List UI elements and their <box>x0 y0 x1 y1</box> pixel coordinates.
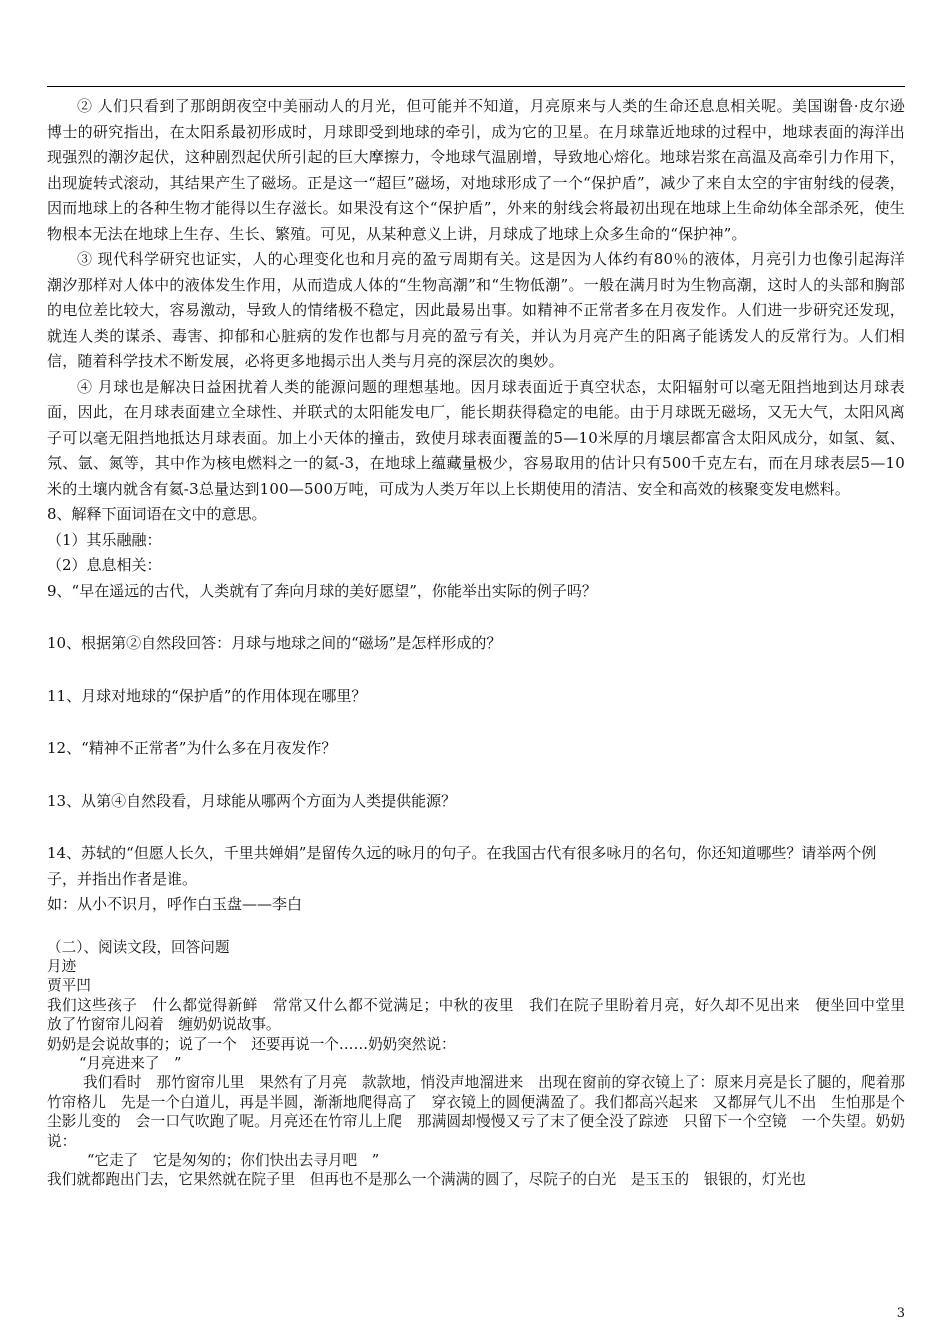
page-number: 3 <box>896 1306 905 1321</box>
section-2-heading: （二）、阅读文段，回答问题 <box>47 938 230 956</box>
question-8-item-2: （2）息息相关： <box>47 556 162 574</box>
question-14: 14、苏轼的“但愿人长久，千里共婵娟”是留传久远的咏月的句子。在我国古代有很多咏月的名句，你还知道哪些？请举两个例子，并指出作者是谁。 <box>47 844 877 888</box>
story-line: “它走了 它是匆匆的；你们快出去寻月吧 ” <box>87 1151 380 1169</box>
story-line: “月亮进来了 ” <box>79 1054 182 1072</box>
header-rule <box>47 86 905 87</box>
question-11: 11、月球对地球的“保护盾”的作用体现在哪里？ <box>47 686 367 705</box>
story-line: 奶奶是会说故事的；说了一个 还要再说一个……奶奶突然说： <box>47 1035 456 1053</box>
story-line: 我们看时 那竹窗帘儿里 果然有了月亮 款款地，悄没声地溜进来 出现在窗前的穿衣镜上了：原来月亮是长了腿的，爬着那竹帘格儿 先是一个白道儿，再是半圆，渐渐地爬得高了 穿衣镜上的圆便满盈了。我们都高兴起来 又都屏气儿不出 生怕那是个尘影儿变的 会一口气吹跑了呢。月亮还在竹帘儿上爬 那满圆却慢慢又亏了末了便全没了踪迹 只留下一个空镜 一个失望。奶奶说： <box>47 1074 905 1150</box>
question-12: 12、“精神不正常者”为什么多在月夜发作？ <box>47 739 337 757</box>
question-9: 9、“早在遥远的古代，人类就有了奔向月球的美好愿望”，你能举出实际的例子吗？ <box>47 581 597 600</box>
story-title: 月迹 <box>47 957 77 975</box>
paragraph-3: ③ 现代科学研究也证实，人的心理变化也和月亮的盈亏周期有关。这是因为人体约有80％的液体，月亮引力也像引起海洋潮汐那样对人体中的液体发生作用，从而造成人体的“生物高潮”和“生物低潮”。一般在满月时为生物高潮，这时人的头部和胸部的电位差比较大，容易激动，导致人的情绪极不稳定，因此最易出事。如精神不正常者多在月夜发作。人们进一步研究还发现，就连人类的谋杀、毒害、抑郁和心脏病的发作也都与月亮的盈亏有关，并认为月亮产生的阳离子能诱发人的反常行为。人们相信，随着科学技术不断发展，必将更多地揭示出人类与月亮的深层次的奥妙。 <box>47 250 905 370</box>
story-author: 贾平凹 <box>47 977 91 995</box>
story-line: 我们就都跑出门去，它果然就在院子里 但再也不是那么一个满满的圆了，尽院子的白光 是玉玉的 银银的，灯光也 <box>47 1171 806 1189</box>
document-body <box>47 94 920 1190</box>
question-10: 10、根据第②自然段回答：月球与地球之间的“磁场”是怎样形成的？ <box>47 634 502 652</box>
question-8-item-1: （1）其乐融融： <box>47 530 162 549</box>
paragraph-2: ② 人们只看到了那朗朗夜空中美丽动人的月光，但可能并不知道，月亮原来与人类的生命还息息相关呢。美国谢鲁·皮尔逊博士的研究指出，在太阳系最初形成时，月球即受到地球的牵引，成为它的卫星。在月球靠近地球的过程中，地球表面的海洋出现强烈的潮汐起伏，这种剧烈起伏所引起的巨大摩擦力，令地球气温剧增，导致地心熔化。地球岩浆在高温及高牵引力作用下，出现旋转式滚动，其结果产生了磁场。正是这一“超巨”磁场，对地球形成了一个“保护盾”，减少了来自太空的宇宙射线的侵袭，因而地球上的各种生物才能得以生存滋长。如果没有这个“保护盾”，外来的射线会将最初出现在地球上生命幼体全部杀死，使生物根本无法在地球上生存、生长、繁殖。可见，从某种意义上讲，月球成了地球上众多生命的“保护神”。 <box>47 97 905 243</box>
question-14-example: 如：从小不识月，呼作白玉盘——李白 <box>47 895 303 913</box>
question-8: 8、解释下面词语在文中的意思。 <box>47 505 267 523</box>
question-13: 13、从第④自然段看，月球能从哪两个方面为人类提供能源？ <box>47 791 457 810</box>
story-line: 我们这些孩子 什么都觉得新鲜 常常又什么都不觉满足；中秋的夜里 我们在院子里盼着月亮，好久却不见出来 便坐回中堂里 放了竹窗帘儿闷着 缠奶奶说故事。 <box>47 996 920 1034</box>
paragraph-4: ④ 月球也是解决日益困扰着人类的能源问题的理想基地。因月球表面近于真空状态，太阳辐射可以毫无阻挡地到达月球表面，因此，在月球表面建立全球性、并联式的太阳能发电厂，能长期获得稳定的电能。由于月球既无磁场，又无大气，太阳风离子可以毫无阻挡地抵达月球表面。加上小天体的撞击，致使月球表面覆盖的5—10米厚的月壤层都富含太阳风成分，如氢、氦、氖、氩、氮等，其中作为核电燃料之一的氦-3，在地球上蕴藏量极少，容易取用的估计只有500千克左右，而在月球表层5—10米的土壤内就含有氦-3总量达到100—500万吨，可成为人类万年以上长期使用的清洁、安全和高效的核聚变发电燃料。 <box>47 377 905 498</box>
